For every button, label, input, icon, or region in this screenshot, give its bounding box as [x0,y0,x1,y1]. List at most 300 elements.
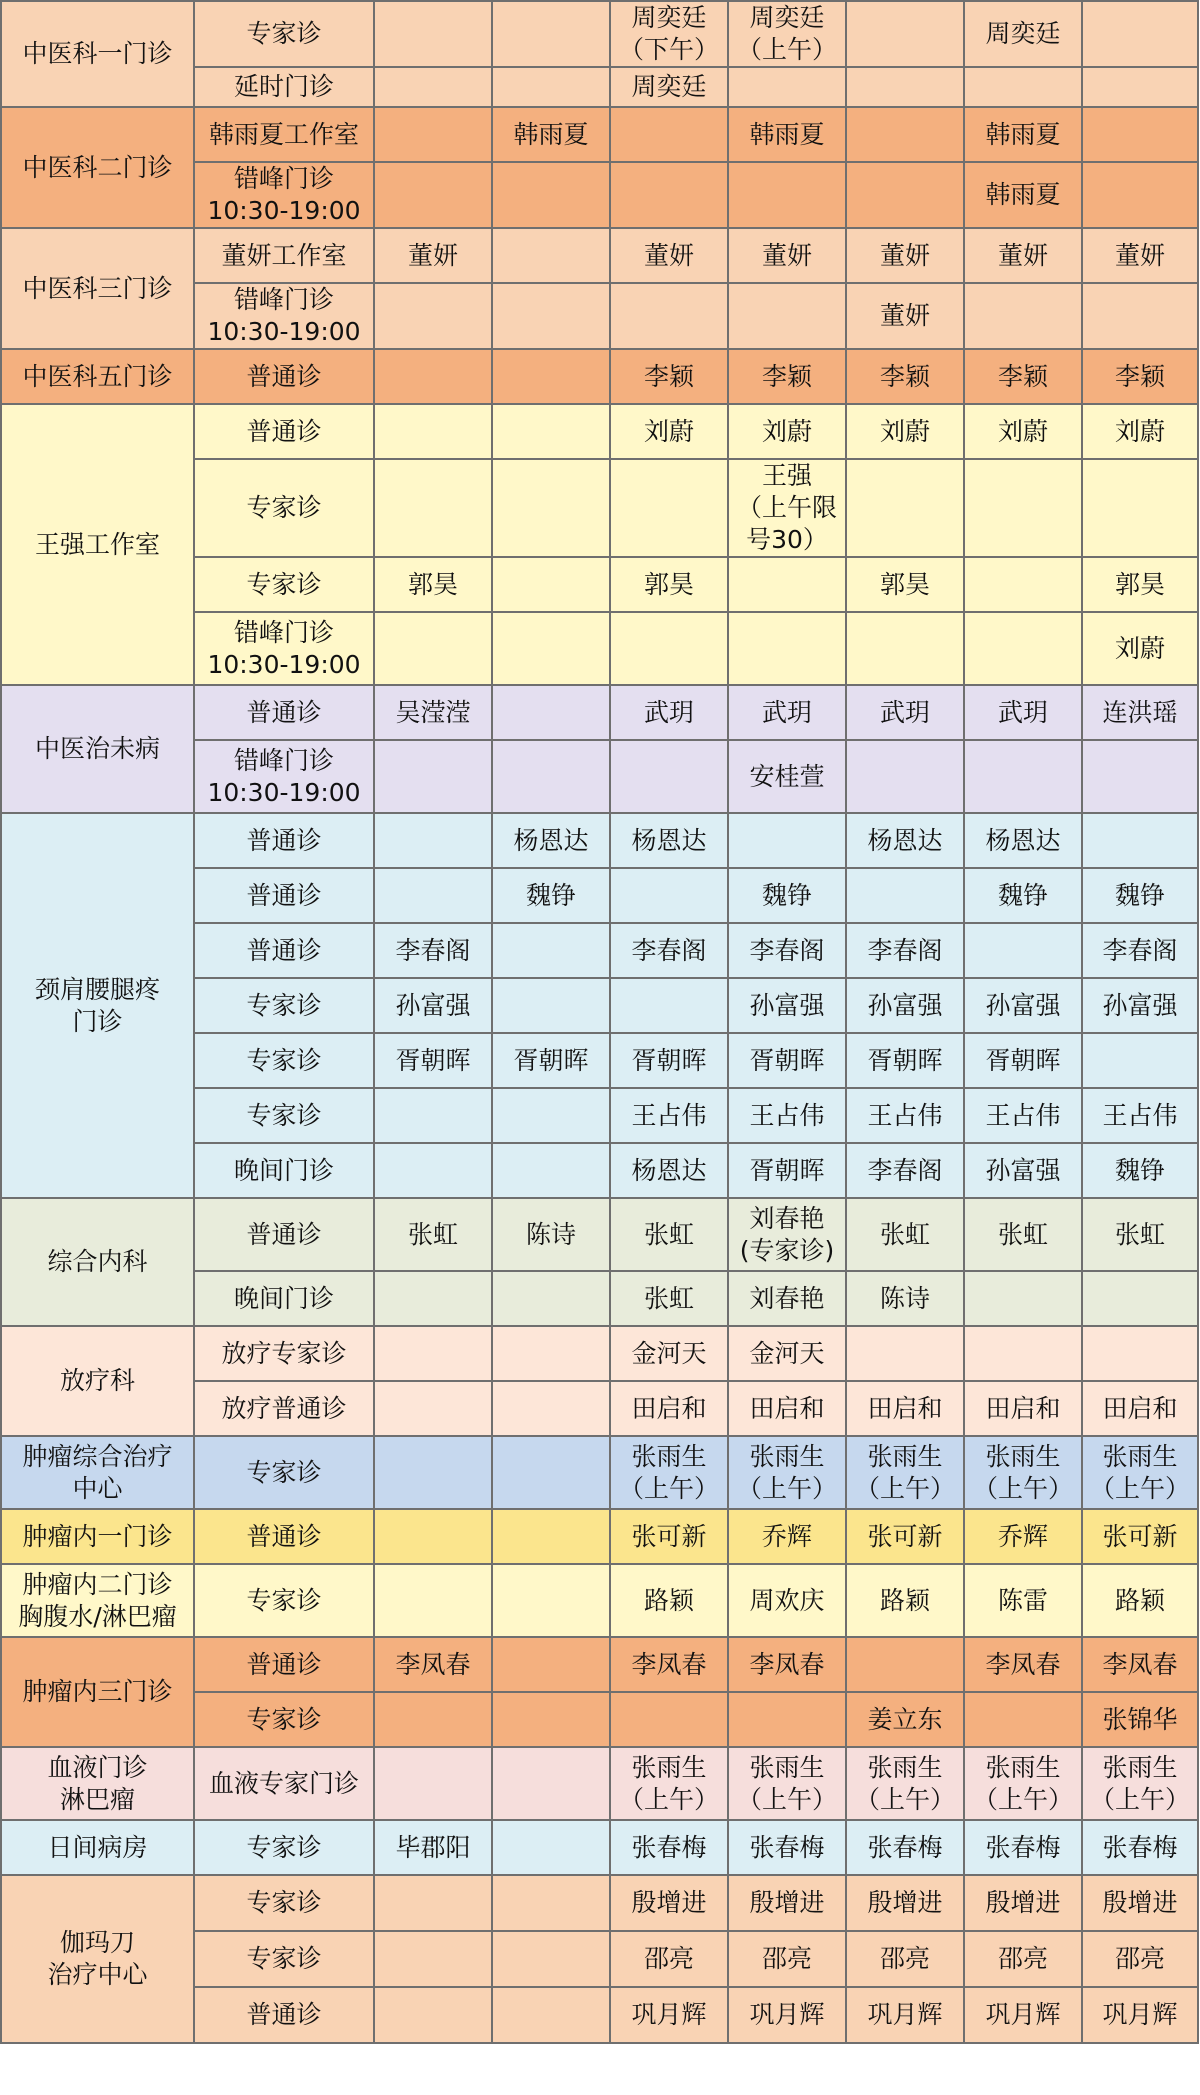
doctor-cell: 张雨生 （上午） [964,1436,1082,1509]
clinic-type: 董妍工作室 [194,228,374,283]
doctor-cell: 张雨生 （上午） [610,1747,728,1820]
doctor-cell: 张春梅 [610,1820,728,1875]
doctor-cell [492,1509,610,1564]
clinic-type: 放疗普通诊 [194,1381,374,1436]
doctor-cell: 张春梅 [846,1820,964,1875]
doctor-cell: 魏铮 [1082,1143,1198,1198]
doctor-cell: 张虹 [610,1198,728,1271]
doctor-cell [610,162,728,228]
doctor-cell [728,283,846,349]
doctor-cell [1082,107,1198,162]
doctor-cell [374,1931,492,1987]
doctor-cell: 李凤春 [964,1637,1082,1692]
doctor-cell: 邵亮 [610,1931,728,1987]
doctor-cell: 陈诗 [492,1198,610,1271]
doctor-cell [492,1143,610,1198]
doctor-cell: 董妍 [964,228,1082,283]
doctor-cell [374,1747,492,1820]
doctor-cell: 姜立东 [846,1692,964,1747]
doctor-cell: 武玥 [846,685,964,740]
doctor-cell: 董妍 [846,228,964,283]
doctor-cell [374,1692,492,1747]
doctor-cell: 殷增进 [846,1875,964,1931]
doctor-cell: 李颖 [1082,349,1198,404]
doctor-cell [846,107,964,162]
doctor-cell [492,162,610,228]
doctor-cell [964,1326,1082,1381]
doctor-cell: 王占伟 [1082,1088,1198,1143]
doctor-cell: 胥朝晖 [610,1033,728,1088]
doctor-cell: 张虹 [374,1198,492,1271]
doctor-cell [1082,1,1198,67]
doctor-cell [374,1436,492,1509]
doctor-cell [492,1987,610,2043]
doctor-cell [492,349,610,404]
doctor-cell: 巩月辉 [964,1987,1082,2043]
doctor-cell: 张虹 [610,1271,728,1326]
doctor-cell: 胥朝晖 [964,1033,1082,1088]
doctor-cell: 邵亮 [1082,1931,1198,1987]
clinic-type: 普通诊 [194,1198,374,1271]
doctor-cell: 殷增进 [610,1875,728,1931]
doctor-cell [374,1271,492,1326]
clinic-type: 晚间门诊 [194,1143,374,1198]
doctor-cell [492,228,610,283]
doctor-cell: 巩月辉 [846,1987,964,2043]
doctor-cell: 张可新 [846,1509,964,1564]
doctor-cell: 田启和 [1082,1381,1198,1436]
department-name: 颈肩腰腿疼 门诊 [1,813,194,1198]
department-name: 中医科三门诊 [1,228,194,349]
doctor-cell [492,67,610,107]
doctor-cell [610,107,728,162]
clinic-type: 专家诊 [194,1088,374,1143]
doctor-cell [492,1271,610,1326]
doctor-cell: 李春阁 [728,923,846,978]
doctor-cell [964,1692,1082,1747]
doctor-cell: 李颖 [610,349,728,404]
clinic-type: 错峰门诊 10:30-19:00 [194,162,374,228]
doctor-cell: 张雨生 （上午） [1082,1436,1198,1509]
doctor-cell [374,1509,492,1564]
doctor-cell: 陈雷 [964,1564,1082,1637]
doctor-cell: 巩月辉 [728,1987,846,2043]
doctor-cell: 乔辉 [964,1509,1082,1564]
doctor-cell [374,107,492,162]
clinic-type: 专家诊 [194,557,374,612]
doctor-cell [492,1564,610,1637]
doctor-cell: 韩雨夏 [964,162,1082,228]
doctor-cell [374,740,492,813]
doctor-cell [374,612,492,685]
doctor-cell [374,459,492,557]
table-row [1,404,1198,459]
doctor-cell [374,1143,492,1198]
doctor-cell [846,1326,964,1381]
clinic-type: 普通诊 [194,1509,374,1564]
doctor-cell [1082,1326,1198,1381]
table-row [1,1,1198,67]
doctor-cell [374,813,492,868]
department-name: 综合内科 [1,1198,194,1326]
table-row [1,1509,1198,1564]
doctor-cell [610,868,728,923]
doctor-cell: 张春梅 [964,1820,1082,1875]
clinic-type: 普通诊 [194,923,374,978]
doctor-cell: 路颖 [610,1564,728,1637]
clinic-type: 错峰门诊 10:30-19:00 [194,612,374,685]
doctor-cell: 张可新 [1082,1509,1198,1564]
doctor-cell: 王占伟 [610,1088,728,1143]
clinic-type: 专家诊 [194,1692,374,1747]
doctor-cell: 韩雨夏 [728,107,846,162]
doctor-cell: 周欢庆 [728,1564,846,1637]
doctor-cell: 周奕廷 [964,1,1082,67]
doctor-cell: 董妍 [1082,228,1198,283]
department-name: 中医科一门诊 [1,1,194,107]
doctor-cell: 张雨生 （上午） [846,1436,964,1509]
doctor-cell: 路颖 [1082,1564,1198,1637]
doctor-cell: 路颖 [846,1564,964,1637]
doctor-cell [610,740,728,813]
doctor-cell: 杨恩达 [610,813,728,868]
doctor-cell: 张雨生 （上午） [846,1747,964,1820]
clinic-type: 错峰门诊 10:30-19:00 [194,283,374,349]
doctor-cell [492,1637,610,1692]
department-name: 中医科五门诊 [1,349,194,404]
doctor-cell: 李凤春 [610,1637,728,1692]
doctor-cell: 张雨生 （上午） [728,1747,846,1820]
doctor-cell: 魏铮 [728,868,846,923]
doctor-cell: 张虹 [1082,1198,1198,1271]
doctor-cell: 李颖 [728,349,846,404]
doctor-cell [374,1326,492,1381]
doctor-cell [374,1,492,67]
clinic-type: 专家诊 [194,978,374,1033]
doctor-cell [1082,740,1198,813]
doctor-cell: 田启和 [964,1381,1082,1436]
clinic-type: 普通诊 [194,404,374,459]
doctor-cell [492,1875,610,1931]
doctor-cell [1082,1271,1198,1326]
clinic-type: 韩雨夏工作室 [194,107,374,162]
doctor-cell: 董妍 [374,228,492,283]
doctor-cell [1082,813,1198,868]
doctor-cell [610,1692,728,1747]
doctor-cell [374,1564,492,1637]
doctor-cell: 周奕廷 [610,67,728,107]
clinic-type: 普通诊 [194,1637,374,1692]
doctor-cell: 乔辉 [728,1509,846,1564]
clinic-type: 专家诊 [194,1875,374,1931]
table-row [1,1875,1198,1931]
doctor-cell: 胥朝晖 [374,1033,492,1088]
doctor-cell [846,67,964,107]
doctor-cell: 田启和 [610,1381,728,1436]
doctor-cell: 王占伟 [728,1088,846,1143]
table-row [1,1436,1198,1509]
doctor-cell: 王强 （上午限 号30） [728,459,846,557]
clinic-type: 专家诊 [194,459,374,557]
doctor-cell: 魏铮 [964,868,1082,923]
doctor-cell: 武玥 [610,685,728,740]
table-row [1,228,1198,283]
doctor-cell [846,612,964,685]
doctor-cell: 杨恩达 [610,1143,728,1198]
doctor-cell: 李颖 [964,349,1082,404]
doctor-cell: 杨恩达 [964,813,1082,868]
table-row [1,107,1198,162]
department-name: 中医科二门诊 [1,107,194,228]
table-row [1,685,1198,740]
doctor-cell: 张锦华 [1082,1692,1198,1747]
doctor-cell: 张可新 [610,1509,728,1564]
doctor-cell: 邵亮 [964,1931,1082,1987]
doctor-cell [1082,283,1198,349]
doctor-cell: 刘蔚 [1082,404,1198,459]
doctor-cell: 张春梅 [728,1820,846,1875]
doctor-cell [728,1692,846,1747]
doctor-cell: 李颖 [846,349,964,404]
clinic-type: 普通诊 [194,1987,374,2043]
doctor-cell: 郭昊 [1082,557,1198,612]
department-name: 肿瘤内二门诊 胸腹水/淋巴瘤 [1,1564,194,1637]
doctor-cell: 孙富强 [728,978,846,1033]
department-name: 王强工作室 [1,404,194,685]
doctor-cell: 杨恩达 [846,813,964,868]
doctor-cell: 武玥 [964,685,1082,740]
doctor-cell: 孙富强 [964,978,1082,1033]
doctor-cell: 韩雨夏 [492,107,610,162]
table-row [1,1564,1198,1637]
doctor-cell [492,1326,610,1381]
doctor-cell [374,1381,492,1436]
doctor-cell: 李春阁 [1082,923,1198,978]
clinic-type: 专家诊 [194,1033,374,1088]
doctor-cell: 李春阁 [846,923,964,978]
clinic-type: 普通诊 [194,349,374,404]
doctor-cell [492,978,610,1033]
doctor-cell: 吴滢滢 [374,685,492,740]
schedule-body [1,1,1198,2043]
doctor-cell [492,685,610,740]
doctor-cell: 王占伟 [964,1088,1082,1143]
clinic-type: 专家诊 [194,1564,374,1637]
doctor-cell: 胥朝晖 [846,1033,964,1088]
clinic-type: 普通诊 [194,813,374,868]
table-row [1,1637,1198,1692]
doctor-cell: 殷增进 [728,1875,846,1931]
doctor-cell: 金河天 [610,1326,728,1381]
doctor-cell [610,978,728,1033]
doctor-cell: 魏铮 [1082,868,1198,923]
doctor-cell: 武玥 [728,685,846,740]
doctor-cell: 郭昊 [846,557,964,612]
doctor-cell: 张雨生 （上午） [610,1436,728,1509]
department-name: 肿瘤综合治疗 中心 [1,1436,194,1509]
department-name: 伽玛刀 治疗中心 [1,1875,194,2043]
department-name: 中医治未病 [1,685,194,813]
doctor-cell: 胥朝晖 [728,1143,846,1198]
doctor-cell: 张虹 [846,1198,964,1271]
clinic-type: 专家诊 [194,1,374,67]
table-row [1,1326,1198,1381]
doctor-cell [728,813,846,868]
doctor-cell: 刘蔚 [728,404,846,459]
doctor-cell: 胥朝晖 [492,1033,610,1088]
doctor-cell [374,868,492,923]
doctor-cell: 李春阁 [374,923,492,978]
table-row [1,1820,1198,1875]
doctor-cell: 魏铮 [492,868,610,923]
doctor-cell [492,612,610,685]
doctor-cell [964,612,1082,685]
doctor-cell: 孙富强 [964,1143,1082,1198]
doctor-cell [610,459,728,557]
doctor-cell: 李春阁 [846,1143,964,1198]
doctor-cell [492,1747,610,1820]
doctor-cell [846,868,964,923]
clinic-type: 错峰门诊 10:30-19:00 [194,740,374,813]
doctor-cell [728,557,846,612]
doctor-cell: 张雨生 （上午） [728,1436,846,1509]
clinic-type: 专家诊 [194,1436,374,1509]
doctor-cell [964,67,1082,107]
doctor-cell: 刘蔚 [964,404,1082,459]
clinic-type: 专家诊 [194,1820,374,1875]
doctor-cell: 殷增进 [1082,1875,1198,1931]
doctor-cell [1082,162,1198,228]
doctor-cell: 张虹 [964,1198,1082,1271]
doctor-cell [374,1875,492,1931]
doctor-cell [728,612,846,685]
clinic-type: 普通诊 [194,868,374,923]
doctor-cell: 周奕廷 （上午） [728,1,846,67]
doctor-cell [610,612,728,685]
doctor-cell: 邵亮 [728,1931,846,1987]
doctor-cell: 邵亮 [846,1931,964,1987]
clinic-type: 晚间门诊 [194,1271,374,1326]
doctor-cell: 杨恩达 [492,813,610,868]
doctor-cell [374,404,492,459]
doctor-cell [1082,67,1198,107]
doctor-cell: 毕郡阳 [374,1820,492,1875]
department-name: 日间病房 [1,1820,194,1875]
doctor-cell [492,557,610,612]
department-name: 肿瘤内三门诊 [1,1637,194,1747]
doctor-cell [846,162,964,228]
department-name: 肿瘤内一门诊 [1,1509,194,1564]
doctor-cell: 周奕廷 （下午） [610,1,728,67]
doctor-cell: 巩月辉 [1082,1987,1198,2043]
doctor-cell [492,459,610,557]
doctor-cell: 孙富强 [374,978,492,1033]
doctor-cell: 郭昊 [374,557,492,612]
doctor-cell [492,1381,610,1436]
table-row [1,1198,1198,1271]
doctor-cell [728,162,846,228]
doctor-cell: 田启和 [846,1381,964,1436]
table-row [1,349,1198,404]
doctor-cell: 李凤春 [1082,1637,1198,1692]
clinic-type: 普通诊 [194,685,374,740]
doctor-cell: 韩雨夏 [964,107,1082,162]
doctor-cell [964,283,1082,349]
doctor-cell [492,1692,610,1747]
doctor-cell [964,557,1082,612]
doctor-cell [846,459,964,557]
doctor-cell [374,162,492,228]
doctor-cell: 郭昊 [610,557,728,612]
doctor-cell: 胥朝晖 [728,1033,846,1088]
doctor-cell [492,1088,610,1143]
doctor-cell [492,923,610,978]
doctor-cell [492,283,610,349]
doctor-cell: 金河天 [728,1326,846,1381]
doctor-cell: 王占伟 [846,1088,964,1143]
doctor-cell: 董妍 [610,228,728,283]
doctor-cell: 田启和 [728,1381,846,1436]
doctor-cell: 巩月辉 [610,1987,728,2043]
doctor-cell [374,349,492,404]
doctor-cell [492,1931,610,1987]
doctor-cell [492,1,610,67]
doctor-cell [728,67,846,107]
doctor-cell: 张雨生 （上午） [964,1747,1082,1820]
doctor-cell: 刘蔚 [846,404,964,459]
doctor-cell [492,404,610,459]
doctor-cell: 孙富强 [1082,978,1198,1033]
doctor-cell: 张雨生 （上午） [1082,1747,1198,1820]
table-row [1,1747,1198,1820]
doctor-cell: 刘蔚 [610,404,728,459]
doctor-cell [964,923,1082,978]
doctor-cell: 刘春艳 (专家诊) [728,1198,846,1271]
doctor-cell [492,1820,610,1875]
clinic-type: 放疗专家诊 [194,1326,374,1381]
doctor-cell [846,740,964,813]
doctor-cell: 李春阁 [610,923,728,978]
doctor-cell [964,1271,1082,1326]
doctor-cell [964,459,1082,557]
clinic-type: 延时门诊 [194,67,374,107]
doctor-cell: 连洪瑶 [1082,685,1198,740]
doctor-cell: 董妍 [728,228,846,283]
doctor-cell: 董妍 [846,283,964,349]
doctor-cell [846,1637,964,1692]
doctor-cell [374,1088,492,1143]
doctor-cell: 安桂萱 [728,740,846,813]
doctor-cell: 刘蔚 [1082,612,1198,685]
clinic-type: 血液专家门诊 [194,1747,374,1820]
doctor-cell: 张春梅 [1082,1820,1198,1875]
doctor-cell: 陈诗 [846,1271,964,1326]
doctor-cell [1082,459,1198,557]
doctor-cell [492,1436,610,1509]
doctor-cell [374,1987,492,2043]
doctor-cell: 殷增进 [964,1875,1082,1931]
doctor-cell: 李凤春 [728,1637,846,1692]
doctor-cell [964,740,1082,813]
department-name: 放疗科 [1,1326,194,1436]
table-row [1,813,1198,868]
doctor-cell [374,283,492,349]
doctor-cell [846,1,964,67]
doctor-cell [374,67,492,107]
doctor-cell [492,740,610,813]
doctor-cell [1082,1033,1198,1088]
clinic-type: 专家诊 [194,1931,374,1987]
